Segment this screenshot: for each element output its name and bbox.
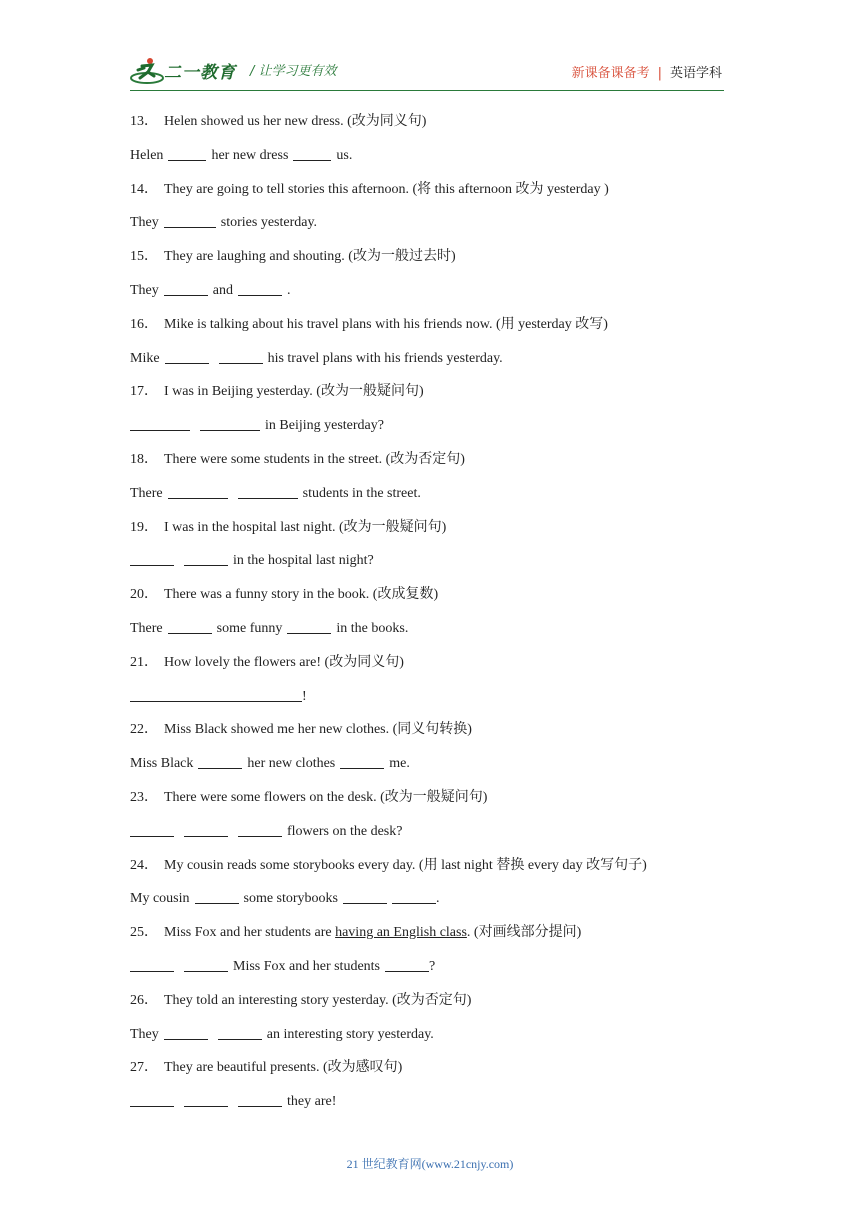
question-text: They told an interesting story yesterday. (改为否定句) (164, 992, 472, 1008)
answer-24 (130, 889, 750, 923)
answer-blank[interactable] (198, 754, 242, 769)
question-text: . (对画线部分提问) (466, 925, 582, 941)
slogan: / 让学习更有效 (250, 64, 337, 79)
answer-text: They (130, 215, 159, 231)
answer-text: me. (389, 756, 410, 772)
question-text: Mike is talking about his travel plans with his friends now. (用 yesterday 改写) (164, 316, 608, 332)
page-footer[interactable]: 21 世纪教育网(www.21cnjy.com) (346, 1157, 514, 1171)
answer-blank[interactable] (168, 146, 206, 161)
answer-blank[interactable] (184, 551, 228, 566)
question-14 (130, 180, 750, 214)
answer-blank[interactable] (219, 349, 263, 364)
answer-blank[interactable] (195, 889, 239, 904)
answer-text: students in the street. (302, 485, 421, 501)
subject-label: 英语学科 (669, 66, 722, 81)
answer-text: Mike (130, 350, 160, 366)
answer-text: in the books. (336, 620, 409, 636)
question-text: They are going to tell stories this afternoon. (将 this afternoon 改为 yesterday ) (164, 181, 609, 197)
answer-text: and (212, 282, 233, 298)
answer-18 (130, 484, 750, 518)
answer-text: Miss Fox and her students (233, 958, 380, 974)
question-number: 21． (130, 654, 158, 670)
answer-text: They (130, 1026, 159, 1042)
logo-text: 二一教育 (164, 63, 236, 83)
question-number: 13． (130, 114, 158, 129)
question-text: There was a funny story in the book. (改成复数) (164, 587, 439, 603)
answer-blank[interactable] (343, 889, 387, 904)
header-right (572, 62, 722, 81)
answer-27 (130, 1092, 750, 1126)
answer-text: stories yesterday. (220, 215, 318, 231)
header-divider (130, 90, 724, 91)
answer-20 (130, 619, 750, 653)
answer-text: Miss Black (130, 756, 194, 772)
answer-blank[interactable] (238, 281, 282, 296)
answer-blank[interactable] (287, 619, 331, 634)
question-number: 20． (130, 587, 158, 603)
header-separator: | (657, 66, 662, 81)
answer-blank[interactable] (238, 822, 282, 837)
answer-text: an interesting story yesterday. (266, 1026, 434, 1042)
answer-blank[interactable] (385, 957, 429, 972)
question-number: 25． (130, 925, 158, 941)
question-18 (130, 450, 750, 484)
question-text: I was in the hospital last night. (改为一般疑问句) (164, 519, 447, 535)
answer-blank[interactable] (164, 281, 208, 296)
exercise-list (130, 112, 750, 1126)
question-22 (130, 720, 750, 754)
answer-text: . (436, 891, 440, 907)
answer-text: they are! (287, 1094, 337, 1110)
question-text: How lovely the flowers are! (改为同义句) (164, 654, 404, 670)
answer-25 (130, 957, 750, 991)
answer-blank[interactable] (130, 551, 174, 566)
answer-blank[interactable] (130, 687, 302, 702)
question-27 (130, 1058, 750, 1092)
answer-13 (130, 146, 750, 180)
answer-blank[interactable] (184, 1092, 228, 1107)
answer-blank[interactable] (200, 416, 260, 431)
answer-blank[interactable] (293, 146, 331, 161)
question-text: My cousin reads some storybooks every day. (用 last night 替换 every day 改写句子) (164, 857, 647, 873)
answer-blank[interactable] (130, 1092, 174, 1107)
answer-blank[interactable] (238, 1092, 282, 1107)
question-24 (130, 856, 750, 890)
answer-text: ! (302, 688, 307, 704)
question-number: 26． (130, 992, 158, 1008)
question-13 (130, 112, 750, 146)
question-16 (130, 315, 750, 349)
answer-text: They (130, 282, 159, 298)
answer-blank[interactable] (164, 1025, 208, 1040)
question-19 (130, 518, 750, 552)
question-text: They are laughing and shouting. (改为一般过去时) (164, 249, 456, 265)
question-15 (130, 247, 750, 281)
question-text: There were some flowers on the desk. (改为一般疑问句) (164, 789, 488, 805)
answer-text: in the hospital last night? (233, 553, 374, 569)
question-text: Miss Fox and her students are (164, 925, 336, 941)
answer-22 (130, 754, 750, 788)
runner-logo-icon (130, 56, 164, 86)
answer-text: My cousin (130, 891, 190, 907)
question-26 (130, 991, 750, 1025)
answer-text: some storybooks (243, 891, 338, 907)
question-number: 15． (130, 249, 158, 265)
question-number: 17． (130, 384, 158, 400)
answer-16 (130, 349, 750, 383)
answer-blank[interactable] (164, 213, 216, 228)
answer-blank[interactable] (168, 619, 212, 634)
answer-text: Helen (130, 147, 164, 163)
answer-blank[interactable] (184, 957, 228, 972)
answer-text: her new clothes (247, 756, 336, 772)
answer-text: in Beijing yesterday? (265, 418, 384, 434)
question-text: I was in Beijing yesterday. (改为一般疑问句) (164, 384, 424, 400)
answer-blank[interactable] (238, 484, 298, 499)
question-text: Miss Black showed me her new clothes. (同义句转换) (164, 722, 472, 738)
underlined-phrase: having an English class (335, 925, 467, 941)
answer-blank[interactable] (130, 822, 174, 837)
answer-text: ? (429, 958, 436, 974)
answer-text: There (130, 620, 163, 636)
question-25 (130, 923, 750, 957)
answer-blank[interactable] (340, 754, 384, 769)
question-text: Helen showed us her new dress. (改为同义句) (164, 114, 427, 129)
answer-text: There (130, 485, 163, 501)
question-21 (130, 653, 750, 687)
question-17 (130, 382, 750, 416)
question-number: 24． (130, 857, 158, 873)
answer-blank[interactable] (218, 1025, 262, 1040)
question-number: 14． (130, 181, 158, 197)
answer-text: some funny (216, 620, 283, 636)
answer-23 (130, 822, 750, 856)
question-text: They are beautiful presents. (改为感叹句) (164, 1060, 403, 1076)
question-text: There were some students in the street. (改为否定句) (164, 451, 465, 467)
answer-blank[interactable] (184, 822, 228, 837)
question-number: 23． (130, 789, 158, 805)
answer-blank[interactable] (392, 889, 436, 904)
page-header (130, 56, 730, 88)
question-number: 27． (130, 1060, 158, 1076)
question-number: 22． (130, 722, 158, 738)
answer-text: her new dress (211, 147, 289, 163)
answer-text: flowers on the desk? (287, 823, 403, 839)
answer-blank[interactable] (168, 484, 228, 499)
answer-17 (130, 416, 750, 450)
answer-26 (130, 1025, 750, 1059)
header-label: 新课备课备考 (571, 66, 650, 81)
answer-14 (130, 213, 750, 247)
answer-text: us. (336, 147, 353, 163)
answer-19 (130, 551, 750, 585)
answer-blank[interactable] (165, 349, 209, 364)
answer-21 (130, 687, 750, 721)
question-number: 16． (130, 316, 158, 332)
answer-blank[interactable] (130, 957, 174, 972)
question-number: 19． (130, 519, 158, 535)
answer-text: . (286, 282, 291, 298)
answer-blank[interactable] (130, 416, 190, 431)
question-23 (130, 788, 750, 822)
answer-15 (130, 281, 750, 315)
answer-text: his travel plans with his friends yesterday. (267, 350, 503, 366)
question-number: 18． (130, 451, 158, 467)
question-20 (130, 585, 750, 619)
